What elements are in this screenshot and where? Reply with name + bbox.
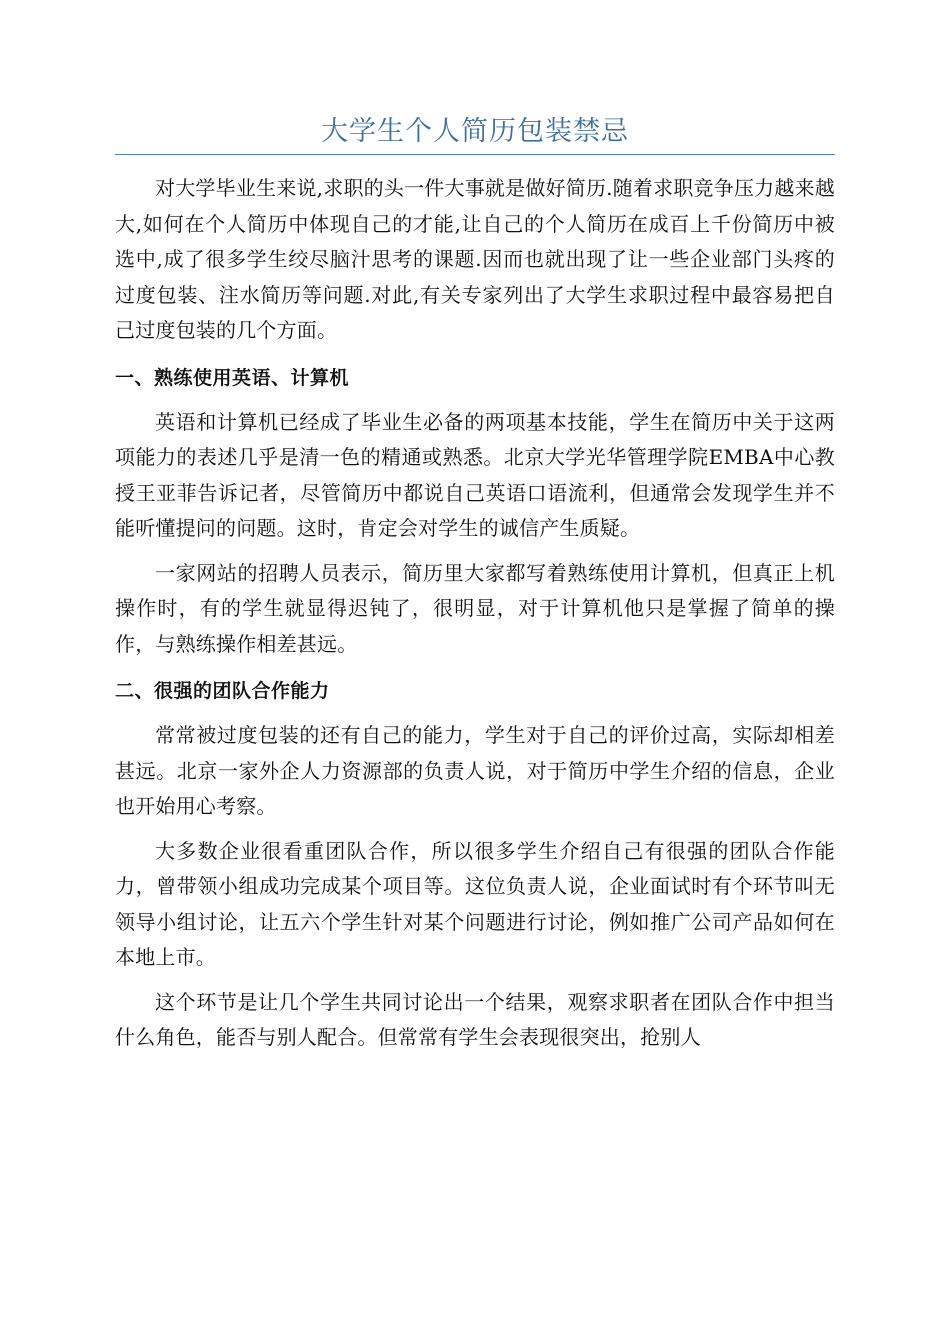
title-underline bbox=[115, 154, 835, 155]
section-2-paragraph-3: 这个环节是让几个学生共同讨论出一个结果，观察求职者在团队合作中担当什么角色，能否与别人配合。但常常有学生会表现很突出，抢别人 bbox=[115, 989, 835, 1049]
section-heading-english-computer: 一、熟练使用英语、计算机 bbox=[115, 366, 350, 389]
section-2-paragraph-2: 大多数企业很看重团队合作，所以很多学生介绍自己有很强的团队合作能力，曾带领小组成功完成某个项目等。这位负责人说，企业面试时有个环节叫无领导小组讨论，让五六个学生针对某个问题进行讨论，例如推广公司产品如何在本地上市。 bbox=[115, 838, 835, 969]
section-1-paragraph-2: 一家网站的招聘人员表示，简历里大家都写着熟练使用计算机，但真正上机操作时，有的学生就显得迟钝了，很明显，对于计算机他只是掌握了简单的操作，与熟练操作相差甚远。 bbox=[115, 560, 835, 656]
section-heading-teamwork: 二、很强的团队合作能力 bbox=[115, 680, 330, 702]
section-1-paragraph-1: 英语和计算机已经成了毕业生必备的两项基本技能，学生在简历中关于这两项能力的表述几乎是清一色的精通或熟悉。北京大学光华管理学院EMBA中心教授王亚菲告诉记者，尽管简历中都说自己英语口语流利，但通常会发现学生并不能听懂提问的问题。这时，肯定会对学生的诚信产生质疑。 bbox=[115, 409, 835, 540]
document-body bbox=[115, 171, 835, 1065]
section-2-paragraph-1: 常常被过度包装的还有自己的能力，学生对于自己的评价过高，实际却相差甚远。北京一家外企人力资源部的负责人说，对于简历中学生介绍的信息，企业也开始用心考察。 bbox=[115, 723, 835, 818]
intro-paragraph: 对大学毕业生来说,求职的头一件大事就是做好简历.随着求职竞争压力越来越大,如何在个人简历中体现自己的才能,让自己的个人简历在成百上千份简历中被选中,成了很多学生绞尽脑汁思考的课题.因而也就出现了让一些企业部门头疼的过度包装、注水简历等问题.对此,有关专家列出了大学生求职过程中最容易把自己过度包装的几个方面。 bbox=[115, 176, 835, 342]
document-title: 大学生个人简历包装禁忌 bbox=[321, 116, 629, 147]
